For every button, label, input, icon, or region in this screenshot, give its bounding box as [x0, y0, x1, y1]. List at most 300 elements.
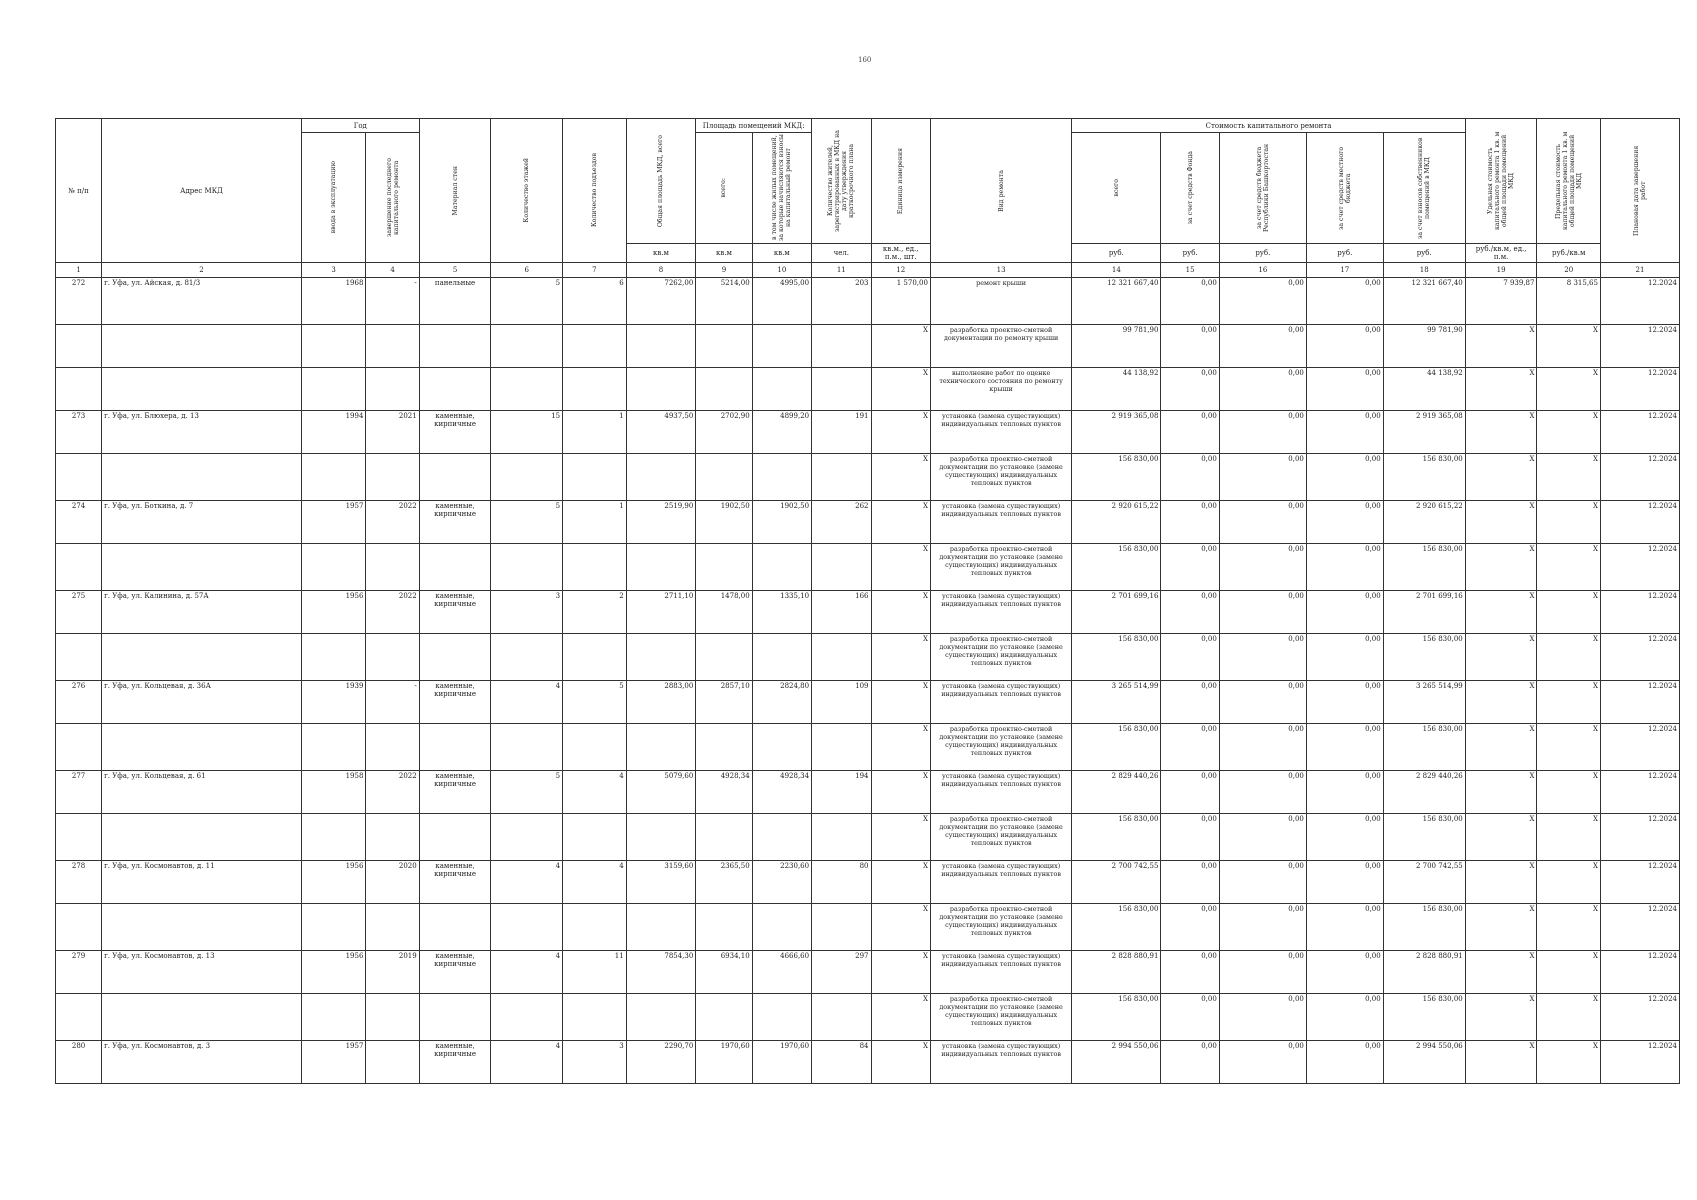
work-type-cell: установка (замена существующих) индивидуальных тепловых пунктов	[930, 411, 1071, 454]
cost-republic-cell: 0,00	[1219, 814, 1306, 861]
unit-cost-cell: X	[1465, 544, 1537, 591]
max-cost-cell: X	[1537, 1041, 1601, 1084]
floors-cell: 4	[491, 861, 563, 904]
unit-cost-cell: X	[1465, 994, 1537, 1041]
year-last-repair-cell	[366, 904, 419, 951]
unit-cost-cell: X	[1465, 325, 1537, 368]
entrances-cell	[563, 368, 627, 411]
row-number	[56, 325, 102, 368]
area-all-cell	[696, 634, 752, 681]
year-commission-cell: 1956	[301, 591, 366, 634]
col-number: 21	[1600, 263, 1679, 278]
address-cell: г. Уфа, ул. Космонавтов, д. 3	[102, 1041, 302, 1084]
max-cost-cell: X	[1537, 904, 1601, 951]
unit-cell: X	[871, 771, 930, 814]
table-row	[56, 1041, 1680, 1084]
floors-cell: 4	[491, 681, 563, 724]
cost-owners-cell: 156 830,00	[1383, 904, 1465, 951]
cost-owners-cell: 99 781,90	[1383, 325, 1465, 368]
hdr-wall-material: Материал стен	[419, 119, 491, 263]
cost-local-cell: 0,00	[1306, 724, 1383, 771]
area-all-cell: 2857,10	[696, 681, 752, 724]
cost-republic-cell: 0,00	[1219, 454, 1306, 501]
cost-fund-cell: 0,00	[1161, 994, 1219, 1041]
hdr-year-last-repair: завершение последнего капитального ремонта	[366, 133, 419, 263]
table-row	[56, 724, 1680, 771]
row-number	[56, 544, 102, 591]
work-type-cell: выполнение работ по оценке технического состояния по ремонту крыши	[930, 368, 1071, 411]
cost-fund-cell: 0,00	[1161, 278, 1219, 325]
planned-date-cell: 12.2024	[1600, 771, 1679, 814]
hdr-cost-total: всего	[1072, 133, 1161, 244]
area-all-cell: 1970,60	[696, 1041, 752, 1084]
cost-owners-cell: 156 830,00	[1383, 454, 1465, 501]
unit-cell: X	[871, 501, 930, 544]
area-all-cell: 2702,90	[696, 411, 752, 454]
cost-total-cell: 2 829 440,26	[1072, 771, 1161, 814]
area-all-cell: 1902,50	[696, 501, 752, 544]
planned-date-cell: 12.2024	[1600, 544, 1679, 591]
year-last-repair-cell: -	[366, 278, 419, 325]
cost-total-cell: 156 830,00	[1072, 904, 1161, 951]
cost-total-cell: 2 919 365,08	[1072, 411, 1161, 454]
cost-total-cell: 2 701 699,16	[1072, 591, 1161, 634]
max-cost-cell: X	[1537, 544, 1601, 591]
floors-cell: 5	[491, 278, 563, 325]
wall-material-cell: каменные, кирпичные	[419, 951, 491, 994]
area-all-cell	[696, 904, 752, 951]
unit-cell: X	[871, 814, 930, 861]
planned-date-cell: 12.2024	[1600, 325, 1679, 368]
col-number: 3	[301, 263, 366, 278]
unit-cost-cell: X	[1465, 501, 1537, 544]
area-residential-cell	[752, 368, 811, 411]
row-number	[56, 724, 102, 771]
table-row	[56, 368, 1680, 411]
floors-cell	[491, 634, 563, 681]
year-commission-cell	[301, 814, 366, 861]
area-residential-cell: 2230,60	[752, 861, 811, 904]
hdr-work-type: Вид ремонта	[930, 119, 1071, 263]
total-area-cell: 2519,90	[626, 501, 696, 544]
cost-owners-cell: 2 701 699,16	[1383, 591, 1465, 634]
unit-cost-cell: X	[1465, 724, 1537, 771]
entrances-cell	[563, 634, 627, 681]
unit-cell: X	[871, 591, 930, 634]
floors-cell: 5	[491, 501, 563, 544]
work-type-cell: установка (замена существующих) индивидуальных тепловых пунктов	[930, 681, 1071, 724]
col-number: 20	[1537, 263, 1601, 278]
hdr-num: № п/п	[56, 119, 102, 263]
cost-local-cell: 0,00	[1306, 681, 1383, 724]
cost-fund-cell: 0,00	[1161, 861, 1219, 904]
residents-cell: 84	[812, 1041, 871, 1084]
cost-fund-cell: 0,00	[1161, 591, 1219, 634]
year-commission-cell	[301, 325, 366, 368]
total-area-cell	[626, 724, 696, 771]
entrances-cell: 6	[563, 278, 627, 325]
year-last-repair-cell	[366, 814, 419, 861]
cost-fund-cell: 0,00	[1161, 454, 1219, 501]
wall-material-cell: каменные, кирпичные	[419, 861, 491, 904]
col-number: 19	[1465, 263, 1537, 278]
hdr-cost-local: за счет средств местного бюджета	[1306, 133, 1383, 244]
unit-c15: руб.	[1161, 244, 1219, 263]
entrances-cell: 4	[563, 861, 627, 904]
floors-cell	[491, 368, 563, 411]
residents-cell	[812, 454, 871, 501]
cost-local-cell: 0,00	[1306, 771, 1383, 814]
residents-cell	[812, 814, 871, 861]
year-last-repair-cell: 2022	[366, 591, 419, 634]
area-all-cell: 5214,00	[696, 278, 752, 325]
unit-cell: X	[871, 325, 930, 368]
cost-republic-cell: 0,00	[1219, 325, 1306, 368]
year-commission-cell	[301, 994, 366, 1041]
unit-cell: X	[871, 724, 930, 771]
wall-material-cell	[419, 904, 491, 951]
max-cost-cell: X	[1537, 771, 1601, 814]
unit-c11: чел.	[812, 244, 871, 263]
cost-fund-cell: 0,00	[1161, 951, 1219, 994]
unit-cost-cell: X	[1465, 634, 1537, 681]
residents-cell	[812, 544, 871, 591]
area-residential-cell	[752, 454, 811, 501]
address-cell	[102, 904, 302, 951]
residents-cell	[812, 634, 871, 681]
unit-cost-cell: X	[1465, 591, 1537, 634]
cost-republic-cell: 0,00	[1219, 724, 1306, 771]
area-all-cell: 2365,50	[696, 861, 752, 904]
work-type-cell: установка (замена существующих) индивидуальных тепловых пунктов	[930, 1041, 1071, 1084]
address-cell: г. Уфа, ул. Блюхера, д. 13	[102, 411, 302, 454]
max-cost-cell: X	[1537, 501, 1601, 544]
cost-total-cell: 12 321 667,40	[1072, 278, 1161, 325]
entrances-cell	[563, 454, 627, 501]
cost-owners-cell: 156 830,00	[1383, 544, 1465, 591]
cost-owners-cell: 2 994 550,06	[1383, 1041, 1465, 1084]
address-cell: г. Уфа, ул. Айская, д. 81/3	[102, 278, 302, 325]
area-all-cell	[696, 368, 752, 411]
entrances-cell: 11	[563, 951, 627, 994]
repair-plan-table	[55, 118, 1680, 1084]
area-residential-cell	[752, 904, 811, 951]
floors-cell: 4	[491, 1041, 563, 1084]
cost-owners-cell: 44 138,92	[1383, 368, 1465, 411]
unit-cell: X	[871, 634, 930, 681]
planned-date-cell: 12.2024	[1600, 368, 1679, 411]
total-area-cell	[626, 994, 696, 1041]
cost-local-cell: 0,00	[1306, 278, 1383, 325]
planned-date-cell: 12.2024	[1600, 1041, 1679, 1084]
unit-c16: руб.	[1219, 244, 1306, 263]
row-number	[56, 814, 102, 861]
max-cost-cell: X	[1537, 454, 1601, 501]
max-cost-cell: X	[1537, 951, 1601, 994]
total-area-cell: 2883,00	[626, 681, 696, 724]
planned-date-cell: 12.2024	[1600, 994, 1679, 1041]
max-cost-cell: X	[1537, 994, 1601, 1041]
hdr-residents: Количество жителей, зарегистрированных в МКД на дату утверждения краткосрочного плана	[812, 119, 871, 244]
col-number: 14	[1072, 263, 1161, 278]
unit-c20: руб./кв.м	[1537, 244, 1601, 263]
table-body	[56, 263, 1680, 1084]
table-row	[56, 681, 1680, 724]
address-cell: г. Уфа, ул. Космонавтов, д. 11	[102, 861, 302, 904]
year-last-repair-cell: 2022	[366, 771, 419, 814]
unit-cell: X	[871, 1041, 930, 1084]
work-type-cell: разработка проектно-сметной документации по установке (замене существующих) индивидуальных тепловых пунктов	[930, 454, 1071, 501]
floors-cell	[491, 724, 563, 771]
year-last-repair-cell	[366, 724, 419, 771]
floors-cell	[491, 544, 563, 591]
cost-local-cell: 0,00	[1306, 814, 1383, 861]
residents-cell: 191	[812, 411, 871, 454]
entrances-cell: 3	[563, 1041, 627, 1084]
residents-cell: 262	[812, 501, 871, 544]
col-number: 13	[930, 263, 1071, 278]
unit-c9: кв.м	[696, 244, 752, 263]
cost-republic-cell: 0,00	[1219, 681, 1306, 724]
max-cost-cell: X	[1537, 814, 1601, 861]
residents-cell	[812, 994, 871, 1041]
table-row	[56, 544, 1680, 591]
row-number: 276	[56, 681, 102, 724]
cost-fund-cell: 0,00	[1161, 325, 1219, 368]
cost-total-cell: 156 830,00	[1072, 544, 1161, 591]
table-row	[56, 454, 1680, 501]
cost-total-cell: 156 830,00	[1072, 454, 1161, 501]
hdr-unit: Единица измерения	[871, 119, 930, 244]
unit-c17: руб.	[1306, 244, 1383, 263]
floors-cell: 3	[491, 591, 563, 634]
year-commission-cell	[301, 544, 366, 591]
floors-cell: 4	[491, 951, 563, 994]
cost-local-cell: 0,00	[1306, 501, 1383, 544]
area-all-cell	[696, 724, 752, 771]
planned-date-cell: 12.2024	[1600, 278, 1679, 325]
col-number: 6	[491, 263, 563, 278]
year-commission-cell: 1958	[301, 771, 366, 814]
floors-cell	[491, 454, 563, 501]
row-number	[56, 994, 102, 1041]
hdr-cost-fund: за счет средств Фонда	[1161, 133, 1219, 244]
area-all-cell	[696, 544, 752, 591]
col-number: 12	[871, 263, 930, 278]
table-row	[56, 634, 1680, 681]
area-residential-cell: 1335,10	[752, 591, 811, 634]
table-row	[56, 278, 1680, 325]
row-number: 273	[56, 411, 102, 454]
hdr-entrances: Количество подъездов	[563, 119, 627, 263]
cost-fund-cell: 0,00	[1161, 724, 1219, 771]
area-residential-cell: 4666,60	[752, 951, 811, 994]
work-type-cell: разработка проектно-сметной документации по ремонту крыши	[930, 325, 1071, 368]
total-area-cell: 2290,70	[626, 1041, 696, 1084]
hdr-total-area: Общая площадь МКД, всего	[626, 119, 696, 244]
cost-local-cell: 0,00	[1306, 634, 1383, 681]
address-cell	[102, 994, 302, 1041]
cost-owners-cell: 2 828 880,91	[1383, 951, 1465, 994]
unit-cell: X	[871, 904, 930, 951]
total-area-cell: 2711,10	[626, 591, 696, 634]
cost-republic-cell: 0,00	[1219, 501, 1306, 544]
entrances-cell: 1	[563, 411, 627, 454]
year-last-repair-cell: 2019	[366, 951, 419, 994]
year-last-repair-cell: 2020	[366, 861, 419, 904]
planned-date-cell: 12.2024	[1600, 634, 1679, 681]
work-type-cell: разработка проектно-сметной документации по установке (замене существующих) индивидуальных тепловых пунктов	[930, 634, 1071, 681]
cost-local-cell: 0,00	[1306, 544, 1383, 591]
wall-material-cell: каменные, кирпичные	[419, 501, 491, 544]
cost-owners-cell: 2 920 615,22	[1383, 501, 1465, 544]
entrances-cell	[563, 544, 627, 591]
address-cell	[102, 544, 302, 591]
cost-local-cell: 0,00	[1306, 994, 1383, 1041]
cost-total-cell: 156 830,00	[1072, 994, 1161, 1041]
cost-fund-cell: 0,00	[1161, 681, 1219, 724]
cost-total-cell: 156 830,00	[1072, 634, 1161, 681]
year-commission-cell: 1968	[301, 278, 366, 325]
year-last-repair-cell	[366, 634, 419, 681]
row-number	[56, 634, 102, 681]
year-commission-cell	[301, 368, 366, 411]
residents-cell: 166	[812, 591, 871, 634]
cost-local-cell: 0,00	[1306, 411, 1383, 454]
planned-date-cell: 12.2024	[1600, 814, 1679, 861]
address-cell	[102, 634, 302, 681]
row-number: 277	[56, 771, 102, 814]
address-cell	[102, 454, 302, 501]
unit-cell: X	[871, 951, 930, 994]
row-number: 275	[56, 591, 102, 634]
area-residential-cell: 1970,60	[752, 1041, 811, 1084]
total-area-cell	[626, 904, 696, 951]
cost-fund-cell: 0,00	[1161, 771, 1219, 814]
planned-date-cell: 12.2024	[1600, 411, 1679, 454]
page-number: 160	[858, 56, 872, 64]
unit-cell: X	[871, 368, 930, 411]
unit-cost-cell: X	[1465, 771, 1537, 814]
total-area-cell: 7262,00	[626, 278, 696, 325]
row-number: 278	[56, 861, 102, 904]
wall-material-cell: каменные, кирпичные	[419, 771, 491, 814]
year-commission-cell: 1956	[301, 861, 366, 904]
address-cell	[102, 724, 302, 771]
planned-date-cell: 12.2024	[1600, 501, 1679, 544]
col-number: 4	[366, 263, 419, 278]
cost-republic-cell: 0,00	[1219, 951, 1306, 994]
entrances-cell	[563, 724, 627, 771]
hdr-area-group: Площадь помещений МКД:	[696, 119, 812, 133]
wall-material-cell	[419, 994, 491, 1041]
entrances-cell	[563, 325, 627, 368]
unit-cell: X	[871, 994, 930, 1041]
wall-material-cell	[419, 325, 491, 368]
floors-cell	[491, 994, 563, 1041]
year-last-repair-cell	[366, 994, 419, 1041]
hdr-max-cost: Предельная стоимость капитального ремонта 1 кв. м общей площади помещений МКД	[1537, 119, 1601, 244]
wall-material-cell	[419, 454, 491, 501]
floors-cell: 15	[491, 411, 563, 454]
entrances-cell: 2	[563, 591, 627, 634]
cost-total-cell: 156 830,00	[1072, 724, 1161, 771]
cost-republic-cell: 0,00	[1219, 591, 1306, 634]
cost-republic-cell: 0,00	[1219, 411, 1306, 454]
total-area-cell	[626, 368, 696, 411]
cost-republic-cell: 0,00	[1219, 904, 1306, 951]
max-cost-cell: X	[1537, 325, 1601, 368]
entrances-cell	[563, 904, 627, 951]
cost-local-cell: 0,00	[1306, 368, 1383, 411]
hdr-area-residential: в том числе жилых помещений, за которые начисляются взносы на капитальный ремонт	[752, 133, 811, 244]
unit-cost-cell: X	[1465, 861, 1537, 904]
year-commission-cell	[301, 724, 366, 771]
cost-owners-cell: 156 830,00	[1383, 994, 1465, 1041]
max-cost-cell: X	[1537, 861, 1601, 904]
year-last-repair-cell	[366, 1041, 419, 1084]
entrances-cell: 1	[563, 501, 627, 544]
hdr-area-all: всего:	[696, 133, 752, 244]
max-cost-cell: X	[1537, 368, 1601, 411]
cost-total-cell: 44 138,92	[1072, 368, 1161, 411]
address-cell	[102, 814, 302, 861]
col-number: 18	[1383, 263, 1465, 278]
max-cost-cell: X	[1537, 634, 1601, 681]
area-all-cell	[696, 454, 752, 501]
hdr-cost-group: Стоимость капитального ремонта	[1072, 119, 1465, 133]
cost-owners-cell: 2 829 440,26	[1383, 771, 1465, 814]
unit-cost-cell: X	[1465, 454, 1537, 501]
unit-cost-cell: X	[1465, 411, 1537, 454]
floors-cell	[491, 814, 563, 861]
total-area-cell	[626, 544, 696, 591]
year-last-repair-cell	[366, 544, 419, 591]
year-last-repair-cell: -	[366, 681, 419, 724]
total-area-cell	[626, 814, 696, 861]
cost-local-cell: 0,00	[1306, 591, 1383, 634]
total-area-cell	[626, 325, 696, 368]
unit-c12: кв.м., ед., п.м., шт.	[871, 244, 930, 263]
area-residential-cell	[752, 724, 811, 771]
year-commission-cell	[301, 454, 366, 501]
col-number: 15	[1161, 263, 1219, 278]
year-commission-cell: 1956	[301, 951, 366, 994]
hdr-cost-owners: за счет взносов собственников помещений в МКД	[1383, 133, 1465, 244]
entrances-cell: 4	[563, 771, 627, 814]
cost-fund-cell: 0,00	[1161, 411, 1219, 454]
unit-c14: руб.	[1072, 244, 1161, 263]
planned-date-cell: 12.2024	[1600, 904, 1679, 951]
unit-c19: руб./кв.м, ед., п.м.	[1465, 244, 1537, 263]
cost-local-cell: 0,00	[1306, 951, 1383, 994]
cost-total-cell: 2 994 550,06	[1072, 1041, 1161, 1084]
planned-date-cell: 12.2024	[1600, 951, 1679, 994]
unit-c18: руб.	[1383, 244, 1465, 263]
table-row	[56, 814, 1680, 861]
area-residential-cell: 1902,50	[752, 501, 811, 544]
cost-owners-cell: 3 265 514,99	[1383, 681, 1465, 724]
area-all-cell: 6934,10	[696, 951, 752, 994]
table-row	[56, 951, 1680, 994]
col-number: 1	[56, 263, 102, 278]
unit-cost-cell: 7 939,87	[1465, 278, 1537, 325]
area-residential-cell	[752, 544, 811, 591]
column-number-row	[56, 263, 1680, 278]
entrances-cell	[563, 994, 627, 1041]
cost-republic-cell: 0,00	[1219, 634, 1306, 681]
col-number: 10	[752, 263, 811, 278]
